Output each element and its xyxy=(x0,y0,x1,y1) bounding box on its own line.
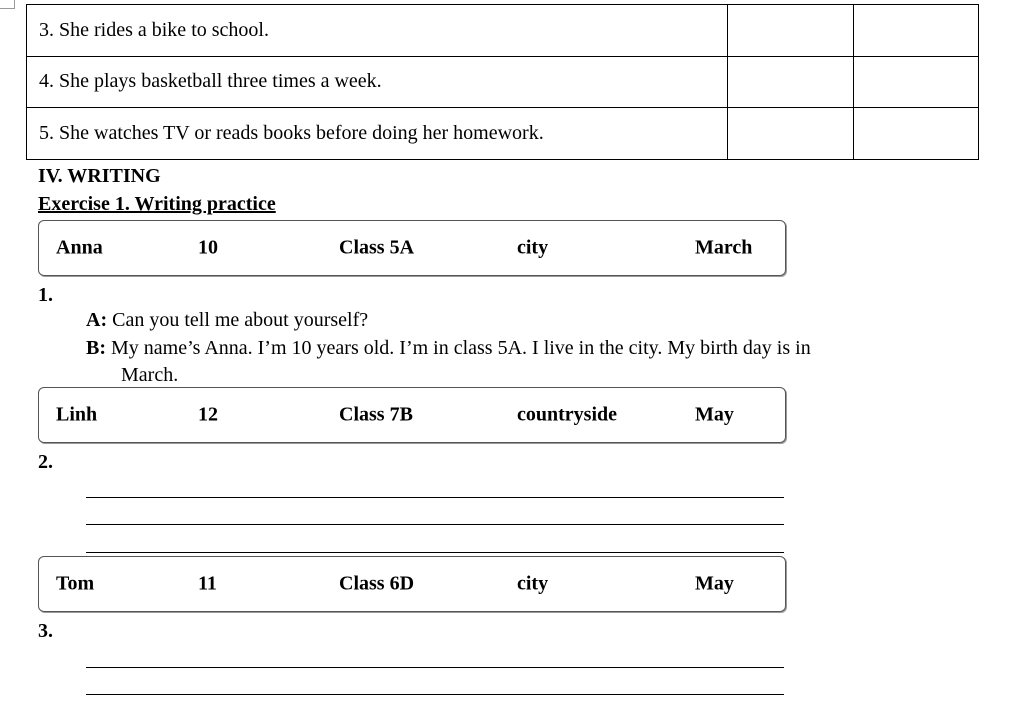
exercise-title: Exercise 1. Writing practice xyxy=(38,193,276,215)
statement-cell: 4. She plays basketball three times a week. xyxy=(27,56,728,108)
box-name: Linh xyxy=(56,403,98,426)
box-age: 12 xyxy=(198,403,218,426)
answer-line[interactable] xyxy=(86,524,784,525)
example-line-a xyxy=(86,309,368,332)
true-answer-cell[interactable] xyxy=(728,56,854,108)
true-answer-cell[interactable] xyxy=(728,5,854,57)
box-place: city xyxy=(517,236,549,259)
box-month: May xyxy=(695,403,734,426)
section-title: IV. WRITING xyxy=(38,165,161,187)
box-month: May xyxy=(695,572,734,595)
speaker-b-label: B: xyxy=(86,337,106,359)
false-answer-cell[interactable] xyxy=(854,56,979,108)
table-row xyxy=(27,5,979,57)
page-corner-mark xyxy=(0,0,15,9)
statement-cell: 3. She rides a bike to school. xyxy=(27,5,728,57)
item-number-3: 3. xyxy=(38,620,53,642)
speaker-a-label: A: xyxy=(86,309,108,331)
word-box-2 xyxy=(38,387,786,443)
word-box-3 xyxy=(38,556,786,612)
true-false-table xyxy=(26,4,979,160)
speaker-b-text: My name’s Anna. I’m 10 years old. I’m in class 5A. I live in the city. My birth day is in xyxy=(106,337,811,359)
table-row xyxy=(27,108,979,160)
box-place: city xyxy=(517,572,549,595)
item-number-2: 2. xyxy=(38,451,53,473)
false-answer-cell[interactable] xyxy=(854,5,979,57)
example-line-b-cont: March. xyxy=(121,364,179,386)
answer-line[interactable] xyxy=(86,497,784,498)
item-number-1: 1. xyxy=(38,284,53,306)
box-name: Anna xyxy=(56,236,103,259)
box-name: Tom xyxy=(56,572,95,595)
false-answer-cell[interactable] xyxy=(854,108,979,160)
answer-line[interactable] xyxy=(86,694,784,695)
true-answer-cell[interactable] xyxy=(728,108,854,160)
table-row xyxy=(27,56,979,108)
word-box-1 xyxy=(38,220,786,276)
box-age: 10 xyxy=(198,236,218,259)
box-class: Class 7B xyxy=(339,403,413,426)
answer-line[interactable] xyxy=(86,552,784,553)
box-age: 11 xyxy=(198,572,217,595)
statement-cell: 5. She watches TV or reads books before doing her homework. xyxy=(27,108,728,160)
box-class: Class 5A xyxy=(339,236,415,259)
box-place: countryside xyxy=(517,403,617,426)
speaker-a-text: Can you tell me about yourself? xyxy=(107,309,369,331)
example-line-b xyxy=(86,337,811,360)
answer-line[interactable] xyxy=(86,667,784,668)
box-month: March xyxy=(695,236,753,259)
box-class: Class 6D xyxy=(339,572,415,595)
